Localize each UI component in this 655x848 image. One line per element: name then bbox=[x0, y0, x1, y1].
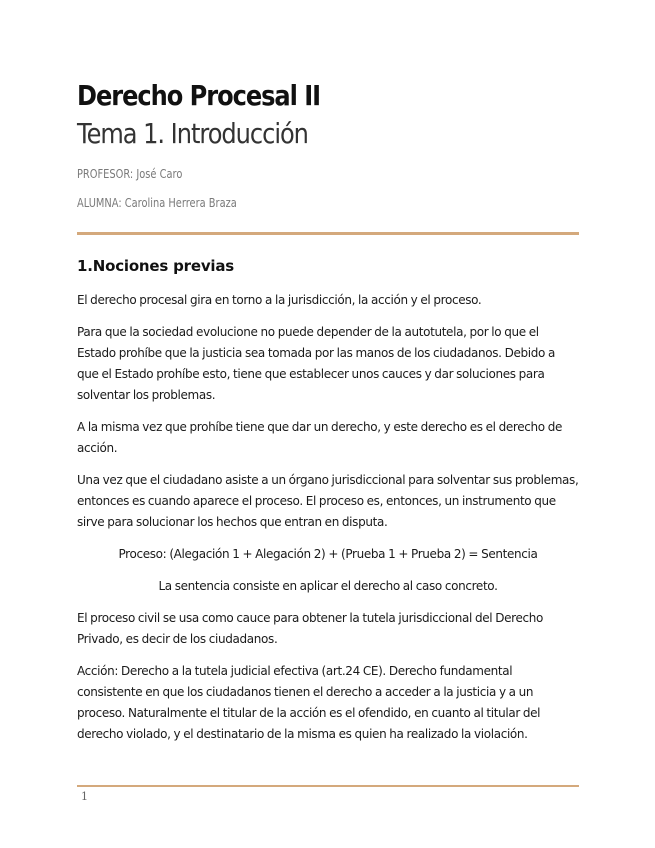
page-number: 1 bbox=[81, 790, 88, 803]
document-title: Derecho Procesal II bbox=[77, 79, 321, 112]
student-line: ALUMNA: Carolina Herrera Braza bbox=[77, 196, 237, 210]
paragraph: Para que la sociedad evolucione no puede depender de la autotutela, por lo que el Estado prohíbe que la justicia sea tomada por las manos de los ciudadanos. Debido a que el Estado prohíbe esto, tiene que establecer unos cauces y dar soluciones para solventar los problemas. bbox=[77, 325, 556, 402]
paragraph: Una vez que el ciudadano asiste a un órgano jurisdiccional para solventar sus problemas, entonces es cuando aparece el proceso. El proceso es, entonces, un instrumento que sirve para solucionar los hechos que entran en disputa. bbox=[77, 473, 579, 529]
footer-divider bbox=[77, 785, 579, 787]
header-divider bbox=[77, 232, 579, 235]
paragraph: A la misma vez que prohíbe tiene que dar un derecho, y este derecho es el derecho de acción. bbox=[77, 420, 563, 455]
paragraph: El proceso civil se usa como cauce para obtener la tutela jurisdiccional del Derecho Privado, es decir de los ciudadanos. bbox=[77, 611, 543, 646]
centered-statement: La sentencia consiste en aplicar el derecho al caso concreto. bbox=[158, 579, 498, 593]
formula-line: Proceso: (Alegación 1 + Alegación 2) + (Prueba 1 + Prueba 2) = Sentencia bbox=[118, 547, 538, 561]
document-subtitle: Tema 1. Introducción bbox=[77, 117, 308, 150]
paragraph: Acción: Derecho a la tutela judicial efectiva (art.24 CE). Derecho fundamental consistente en que los ciudadanos tienen el derecho a acceder a la justicia y a un proceso. Naturalmente el titular de la acción es el ofendido, en cuanto al titular del derecho violado, y el destinatario de la misma es quien ha realizado la violación. bbox=[77, 664, 541, 741]
document-page bbox=[77, 0, 579, 848]
paragraph: El derecho procesal gira en torno a la jurisdicción, la acción y el proceso. bbox=[77, 293, 482, 307]
section-heading: 1.Nociones previas bbox=[77, 257, 235, 275]
professor-line: PROFESOR: José Caro bbox=[77, 167, 183, 181]
section-body bbox=[77, 290, 579, 756]
